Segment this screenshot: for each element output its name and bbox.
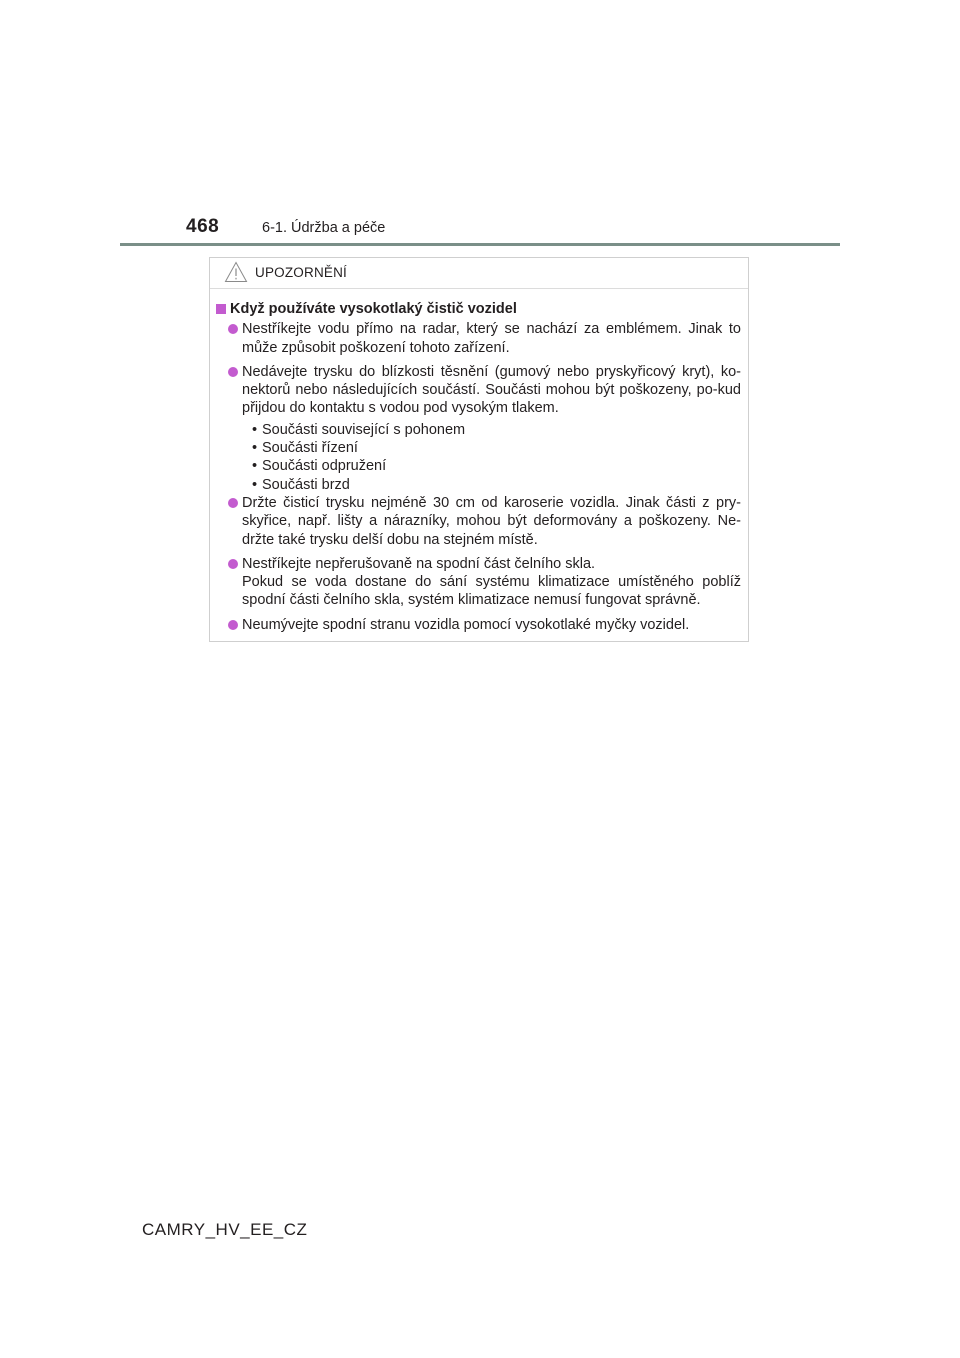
warning-item [216, 494, 741, 549]
warning-triangle-icon [224, 261, 248, 283]
warning-item [216, 320, 741, 357]
item-text: Nedávejte trysku do blízkosti těsnění (gumový nebo pryskyřicový kryt), ko-nektorů nebo následujících součástí. Součásti mohou být poškozeny, po-kud přijdou do kontaktu s vodou pod vysokým tlakem. [242, 363, 741, 417]
header-rule [120, 243, 840, 246]
component-list-item: • Součásti odpružení [252, 457, 741, 475]
component-list-item: • Součásti řízení [252, 439, 741, 457]
warning-item [216, 616, 741, 634]
warning-title: UPOZORNĚNÍ [255, 265, 348, 280]
component-list-item: • Součásti související s pohonem [252, 421, 741, 439]
circle-bullet-icon [228, 620, 238, 630]
square-bullet-icon [216, 304, 226, 314]
circle-bullet-icon [228, 367, 238, 377]
warning-item [216, 363, 741, 418]
subheading-text: Když používáte vysokotlaký čistič vozidel [230, 301, 517, 317]
warning-body [210, 289, 748, 634]
item-text: Pokud se voda dostane do sání systému klimatizace umístěného poblíž spodní části čelního skla, systém klimatizace nemusí fungovat správně. [242, 574, 741, 609]
circle-bullet-icon [228, 559, 238, 569]
section-title: 6-1. Údržba a péče [262, 220, 386, 236]
item-text: Neumývejte spodní stranu vozidla pomocí vysokotlaké myčky vozidel. [242, 616, 690, 633]
warning-box [209, 257, 749, 642]
page-number: 468 [186, 216, 220, 237]
warning-header [210, 258, 748, 289]
component-list-item: • Součásti brzd [252, 476, 741, 494]
component-list [252, 421, 741, 494]
item-text: Nestříkejte vodu přímo na radar, který se nachází za emblémem. Jinak to může způsobit poškození tohoto zařízení. [242, 321, 741, 356]
circle-bullet-icon [228, 498, 238, 508]
item-text: Nestříkejte nepřerušovaně na spodní část čelního skla. [242, 555, 596, 572]
circle-bullet-icon [228, 324, 238, 334]
warning-item [216, 555, 741, 610]
document-code: CAMRY_HV_EE_CZ [142, 1220, 308, 1239]
item-text: Držte čisticí trysku nejméně 30 cm od karoserie vozidla. Jinak části z pry-skyřice, např. lišty a nárazníky, mohou být deformovány a poškozeny. Ne-držte také trysku delší dobu na stejném místě. [242, 494, 741, 548]
warning-subheading [216, 300, 741, 318]
